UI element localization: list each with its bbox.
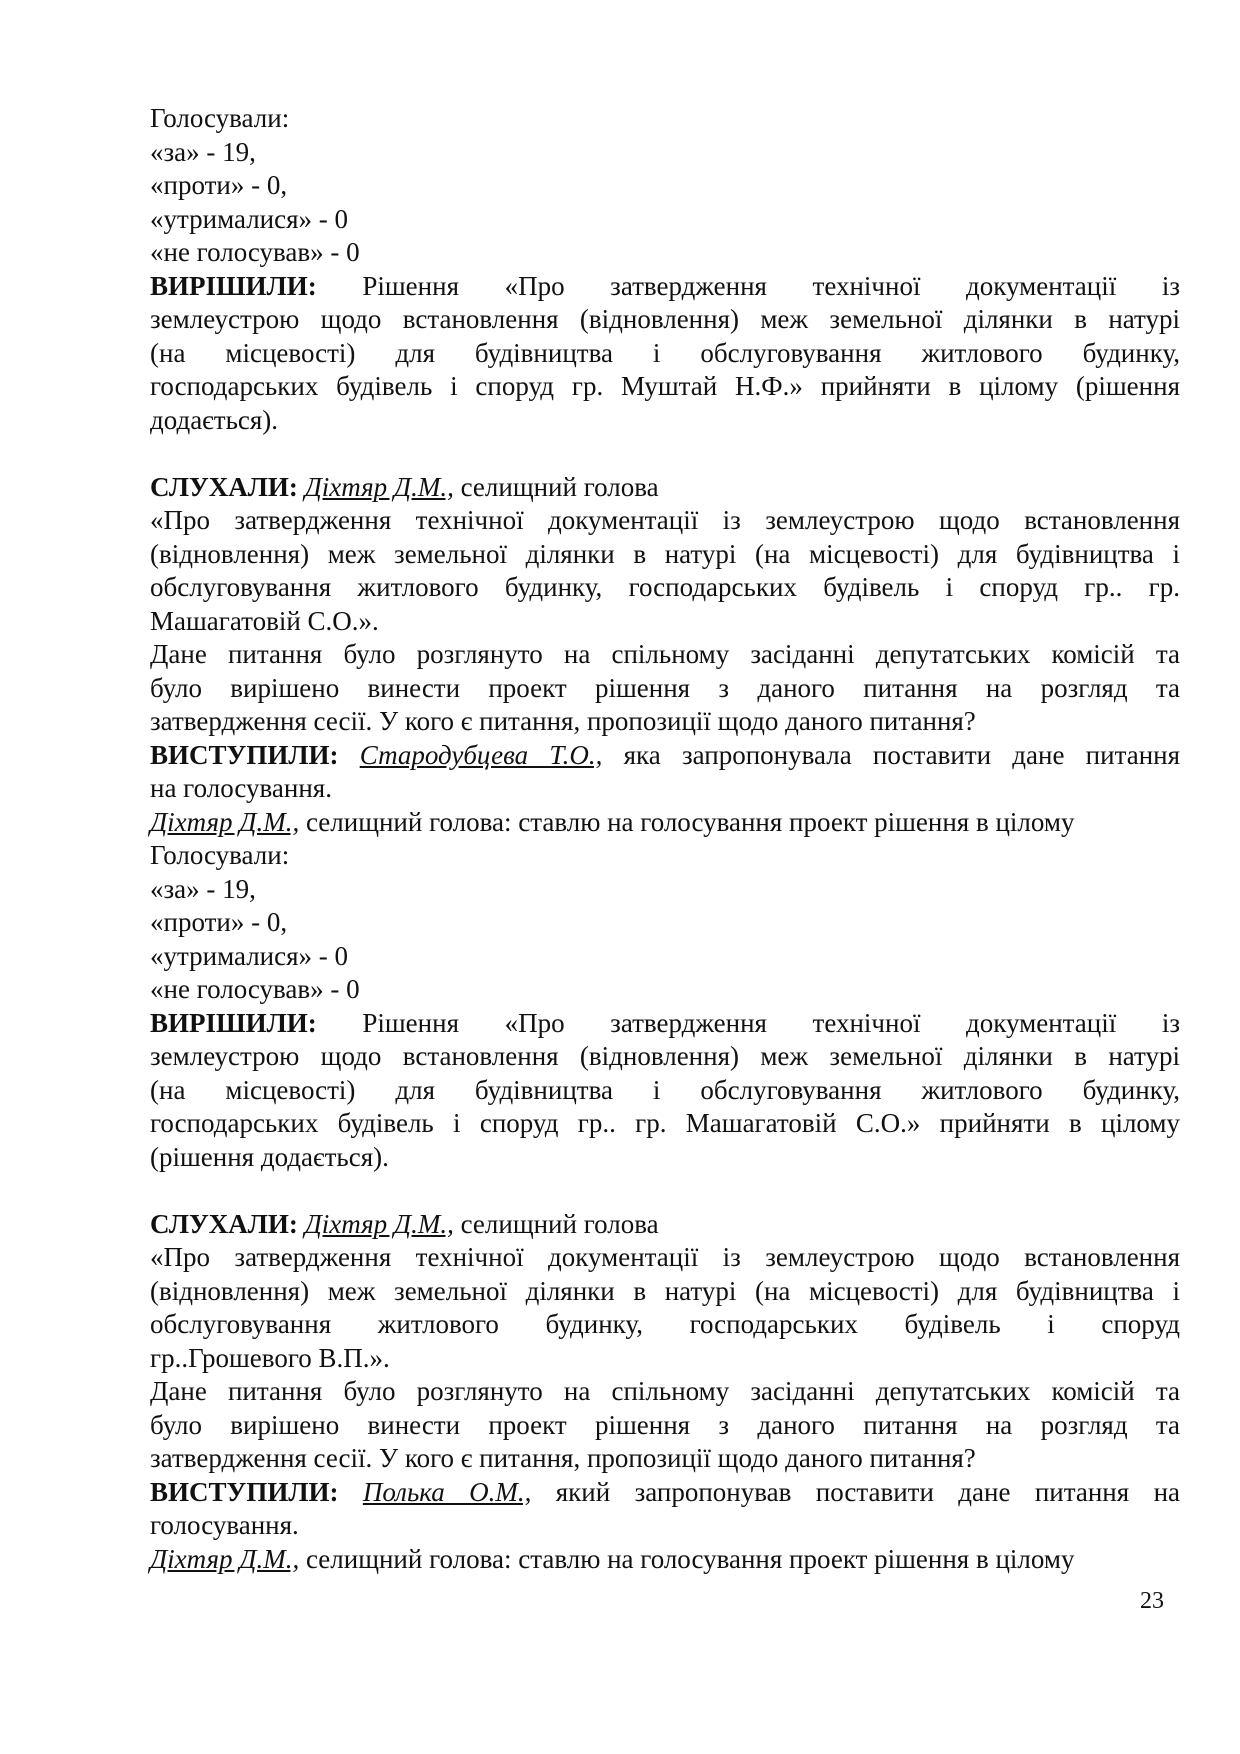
page-number: 23: [1140, 1588, 1164, 1614]
vote-against: «проти» - 0,: [150, 170, 288, 200]
topic-line: Машагатовій С.О.».: [150, 605, 379, 636]
spoke-line: [150, 1476, 1180, 1510]
decision-line: [150, 270, 1180, 304]
vote-not-voted: «не голосував» - 0: [150, 974, 360, 1004]
spoke-line: [150, 739, 1180, 773]
heard-label: СЛУХАЛИ:: [150, 471, 298, 502]
commission-line: затвердження сесії. У кого є питання, пропозиції щодо даного питання?: [150, 1443, 976, 1473]
spoke-label: ВИСТУПИЛИ:: [150, 1476, 339, 1507]
decision-line: господарських будівель і споруд гр.. гр. Машагатовій С.О.» прийняти в цілому: [150, 1108, 1180, 1138]
decided-label: ВИРІШИЛИ:: [150, 1007, 317, 1038]
vote-abstained: «утрималися» - 0: [150, 203, 349, 234]
decision-line: додається).: [150, 404, 279, 435]
decision-text: Рішення «Про затвердження технічної документації із: [362, 1007, 1180, 1038]
topic-line: гр..Грошевого В.П.».: [150, 1342, 390, 1373]
speaker-text: який запропонував поставити дане питання на: [555, 1476, 1181, 1507]
chair-name: Діхтяр Д.М.,: [304, 471, 454, 502]
chair-call: селищний голова: ставлю на голосування проект рішення в цілому: [305, 806, 1075, 837]
topic-line: обслуговування житлового будинку, господарських будівель і споруд: [150, 1309, 1180, 1339]
decision-line: землеустрою щодо встановлення (відновлення) меж земельної ділянки в натурі: [150, 1041, 1180, 1071]
commission-line: було вирішено винести проект рішення з даного питання на розгляд та: [150, 1409, 1180, 1440]
decision-block-1: [150, 270, 1180, 438]
spoke-label: ВИСТУПИЛИ:: [150, 739, 339, 770]
speaker-name: Полька О.М.,: [362, 1476, 532, 1507]
vote-for: «за» - 19,: [150, 136, 256, 167]
heard-line: [150, 1208, 1180, 1242]
chair-name: Діхтяр Д.М.,: [150, 1543, 300, 1574]
speaker-text-cont: на голосування.: [150, 773, 332, 803]
voted-label: Голосували:: [150, 103, 290, 133]
vote-not-voted: «не голосував» - 0: [150, 237, 360, 267]
chair-role: селищний голова: [460, 471, 659, 502]
commission-line: Дане питання було розглянуто на спільному засіданні депутатських комісій та: [150, 1376, 1180, 1406]
decision-text: Рішення «Про затвердження технічної документації із: [362, 270, 1180, 301]
document-page: [150, 102, 1180, 1576]
speaker-text: яка запропонувала поставити дане питання: [623, 739, 1181, 770]
hearing-block-3: [150, 1208, 1180, 1577]
topic-line: (відновлення) меж земельної ділянки в натурі (на місцевості) для будівництва і: [150, 538, 1180, 569]
heard-line: [150, 471, 1180, 505]
commission-line: затвердження сесії. У кого є питання, пропозиції щодо даного питання?: [150, 706, 976, 736]
decision-line: [150, 1007, 1180, 1041]
vote-abstained: «утрималися» - 0: [150, 940, 349, 971]
topic-line: «Про затвердження технічної документації із землеустрою щодо встановлення: [150, 1242, 1180, 1272]
decided-label: ВИРІШИЛИ:: [150, 270, 317, 301]
decision-line: (рішення додається).: [150, 1141, 389, 1172]
commission-line: Дане питання було розглянуто на спільному засіданні депутатських комісій та: [150, 639, 1180, 669]
speaker-text-cont: голосування.: [150, 1510, 299, 1540]
decision-line: (на місцевості) для будівництва і обслуговування житлового будинку,: [150, 337, 1180, 368]
speaker-name: Стародубцева Т.О.,: [359, 739, 603, 770]
decision-line: землеустрою щодо встановлення (відновлення) меж земельної ділянки в натурі: [150, 304, 1180, 334]
hearing-block-2: [150, 471, 1180, 1175]
chair-name: Діхтяр Д.М.,: [304, 1208, 454, 1239]
decision-line: господарських будівель і споруд гр. Муштай Н.Ф.» прийняти в цілому (рішення: [150, 371, 1180, 401]
commission-line: було вирішено винести проект рішення з даного питання на розгляд та: [150, 672, 1180, 703]
heard-label: СЛУХАЛИ:: [150, 1208, 298, 1239]
paragraph-gap: [150, 1174, 1180, 1208]
chair-call-line: [150, 1543, 1180, 1577]
chair-name: Діхтяр Д.М.,: [150, 806, 300, 837]
vote-for: «за» - 19,: [150, 873, 256, 904]
paragraph-gap: [150, 437, 1180, 471]
voted-label: Голосували:: [150, 840, 290, 870]
topic-line: обслуговування житлового будинку, господарських будівель і споруд гр.. гр.: [150, 572, 1180, 602]
chair-role: селищний голова: [460, 1208, 659, 1239]
topic-line: «Про затвердження технічної документації із землеустрою щодо встановлення: [150, 505, 1180, 535]
chair-call: селищний голова: ставлю на голосування проект рішення в цілому: [305, 1543, 1075, 1574]
decision-line: (на місцевості) для будівництва і обслуговування житлового будинку,: [150, 1074, 1180, 1105]
chair-call-line: [150, 806, 1180, 840]
vote-against: «проти» - 0,: [150, 907, 288, 937]
voting-block-1: [150, 102, 1180, 270]
topic-line: (відновлення) меж земельної ділянки в натурі (на місцевості) для будівництва і: [150, 1275, 1180, 1306]
